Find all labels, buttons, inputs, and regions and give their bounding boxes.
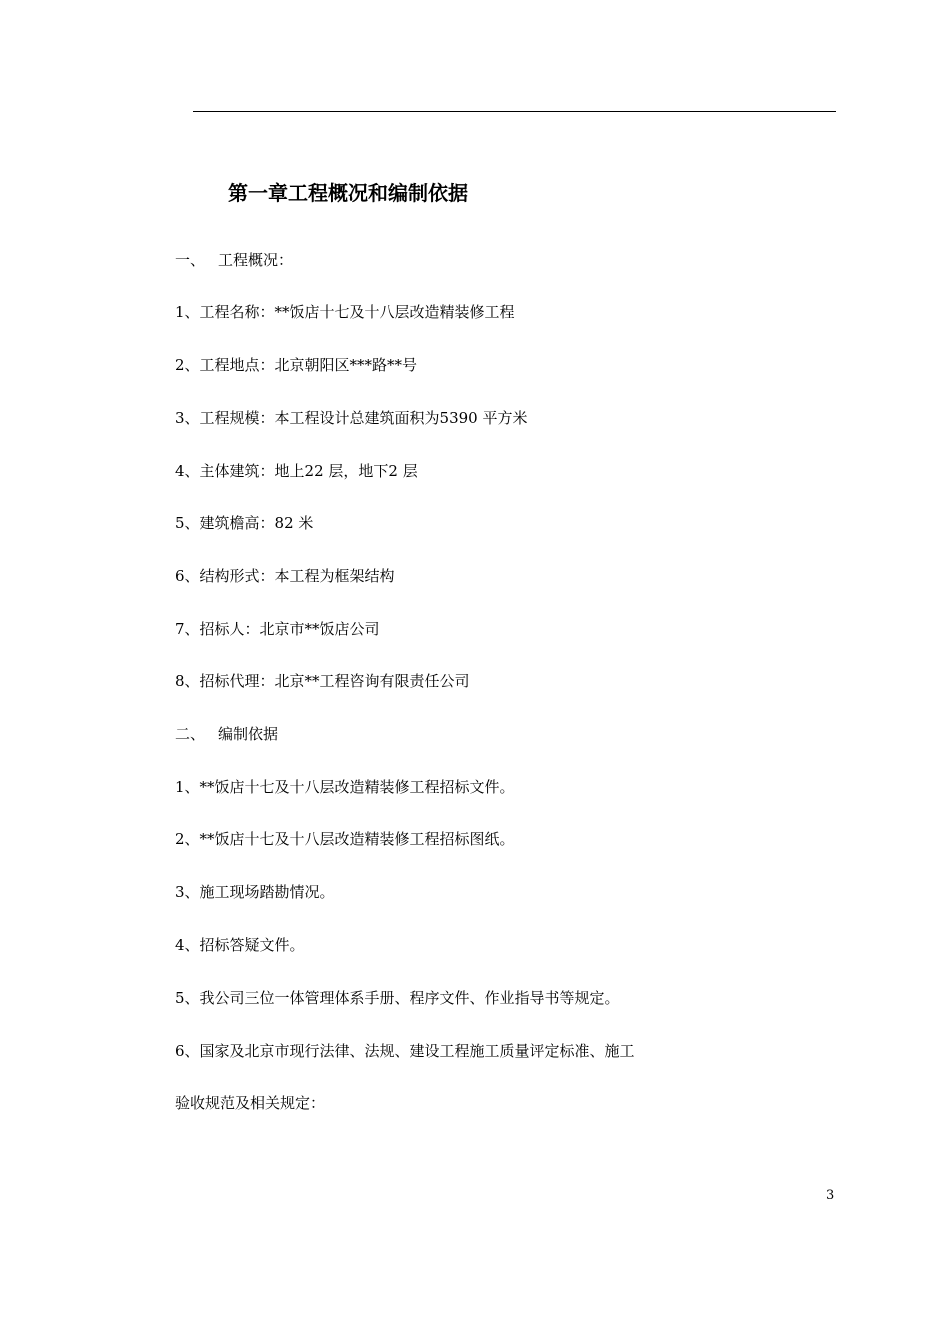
basis-item-continuation: 验收规范及相关规定： [175,1094,326,1112]
overview-item: 5、建筑檐高：82 米 [175,514,314,532]
overview-item: 8、招标代理：北京**工程咨询有限责任公司 [175,672,470,690]
overview-item: 6、结构形式：本工程为框架结构 [175,567,395,585]
header-rule [193,111,836,112]
basis-item: 3、施工现场踏勘情况。 [175,883,335,901]
basis-item: 6、国家及北京市现行法律、法规、建设工程施工质量评定标准、施工 [175,1042,635,1060]
overview-item: 1、工程名称：**饭店十七及十八层改造精装修工程 [175,303,515,321]
section-number: 二、 [175,725,206,743]
page-number: 3 [826,1188,835,1203]
section-heading-overview [175,248,293,272]
basis-item: 5、我公司三位一体管理体系手册、程序文件、作业指导书等规定。 [175,989,620,1007]
overview-item: 4、主体建筑：地上22 层，地下2 层 [175,462,418,480]
overview-item: 7、招标人：北京市**饭店公司 [175,620,380,638]
overview-item: 3、工程规模：本工程设计总建筑面积为5390 平方米 [175,409,528,427]
section-heading-basis [175,722,278,746]
basis-item: 2、**饭店十七及十八层改造精装修工程招标图纸。 [175,830,515,848]
basis-item: 1、**饭店十七及十八层改造精装修工程招标文件。 [175,778,515,796]
chapter-title: 第一章工程概况和编制依据 [228,181,468,205]
section-title: 编制依据 [218,725,279,743]
section-number: 一、 [175,251,206,269]
basis-item: 4、招标答疑文件。 [175,936,305,954]
section-title: 工程概况： [218,251,294,269]
overview-item: 2、工程地点：北京朝阳区***路**号 [175,356,418,374]
